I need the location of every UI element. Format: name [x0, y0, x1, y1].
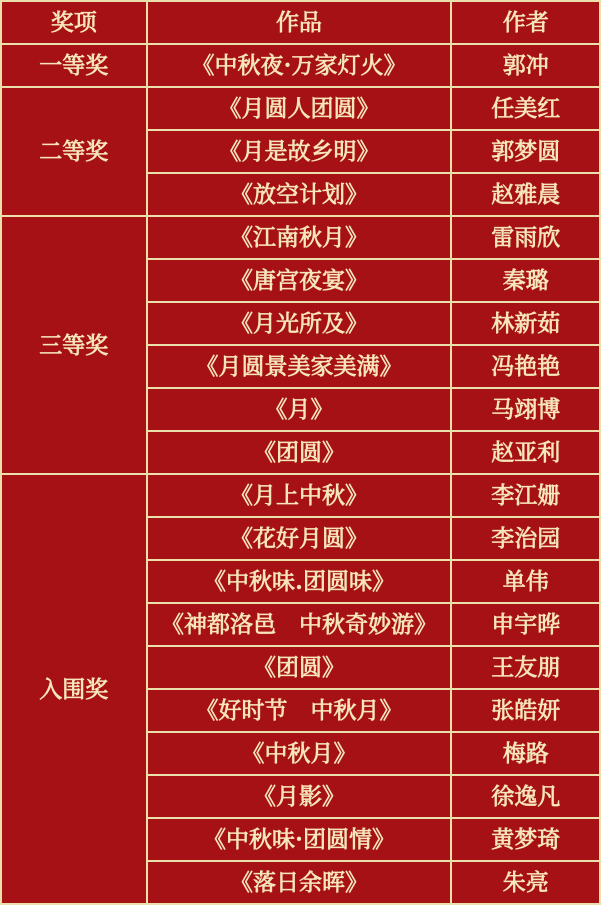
table-row [1, 87, 600, 130]
author-cell: 郭冲 [451, 44, 600, 87]
work-cell: 《好时节 中秋月》 [147, 689, 452, 732]
header-author: 作者 [451, 1, 600, 44]
author-cell: 王友朋 [451, 646, 600, 689]
work-cell: 《月圆景美家美满》 [147, 345, 452, 388]
author-cell: 赵雅晨 [451, 173, 600, 216]
author-cell: 申宇晔 [451, 603, 600, 646]
author-cell: 单伟 [451, 560, 600, 603]
author-cell: 马翊博 [451, 388, 600, 431]
work-cell: 《中秋味·团圆情》 [147, 818, 452, 861]
work-cell: 《神都洛邑 中秋奇妙游》 [147, 603, 452, 646]
table-row [1, 216, 600, 259]
author-cell: 张皓妍 [451, 689, 600, 732]
work-cell: 《中秋味.团圆味》 [147, 560, 452, 603]
work-cell: 《月》 [147, 388, 452, 431]
table-row [1, 44, 600, 87]
work-cell: 《团圆》 [147, 431, 452, 474]
work-cell: 《江南秋月》 [147, 216, 452, 259]
award-cell: 一等奖 [1, 44, 147, 87]
work-cell: 《月是故乡明》 [147, 130, 452, 173]
work-cell: 《落日余晖》 [147, 861, 452, 904]
work-cell: 《团圆》 [147, 646, 452, 689]
work-cell: 《月影》 [147, 775, 452, 818]
author-cell: 雷雨欣 [451, 216, 600, 259]
work-cell: 《放空计划》 [147, 173, 452, 216]
author-cell: 郭梦圆 [451, 130, 600, 173]
award-cell: 三等奖 [1, 216, 147, 474]
author-cell: 李治园 [451, 517, 600, 560]
author-cell: 赵亚利 [451, 431, 600, 474]
header-work: 作品 [147, 1, 452, 44]
work-cell: 《月上中秋》 [147, 474, 452, 517]
author-cell: 秦璐 [451, 259, 600, 302]
work-cell: 《中秋月》 [147, 732, 452, 775]
header-row [1, 1, 600, 44]
author-cell: 朱亮 [451, 861, 600, 904]
work-cell: 《花好月圆》 [147, 517, 452, 560]
work-cell: 《月圆人团圆》 [147, 87, 452, 130]
work-cell: 《月光所及》 [147, 302, 452, 345]
table-row [1, 474, 600, 517]
author-cell: 李江姗 [451, 474, 600, 517]
author-cell: 黄梦琦 [451, 818, 600, 861]
award-cell: 入围奖 [1, 474, 147, 904]
header-award: 奖项 [1, 1, 147, 44]
author-cell: 任美红 [451, 87, 600, 130]
author-cell: 林新茹 [451, 302, 600, 345]
author-cell: 冯艳艳 [451, 345, 600, 388]
author-cell: 徐逸凡 [451, 775, 600, 818]
work-cell: 《唐宫夜宴》 [147, 259, 452, 302]
work-cell: 《中秋夜·万家灯火》 [147, 44, 452, 87]
award-cell: 二等奖 [1, 87, 147, 216]
author-cell: 梅路 [451, 732, 600, 775]
